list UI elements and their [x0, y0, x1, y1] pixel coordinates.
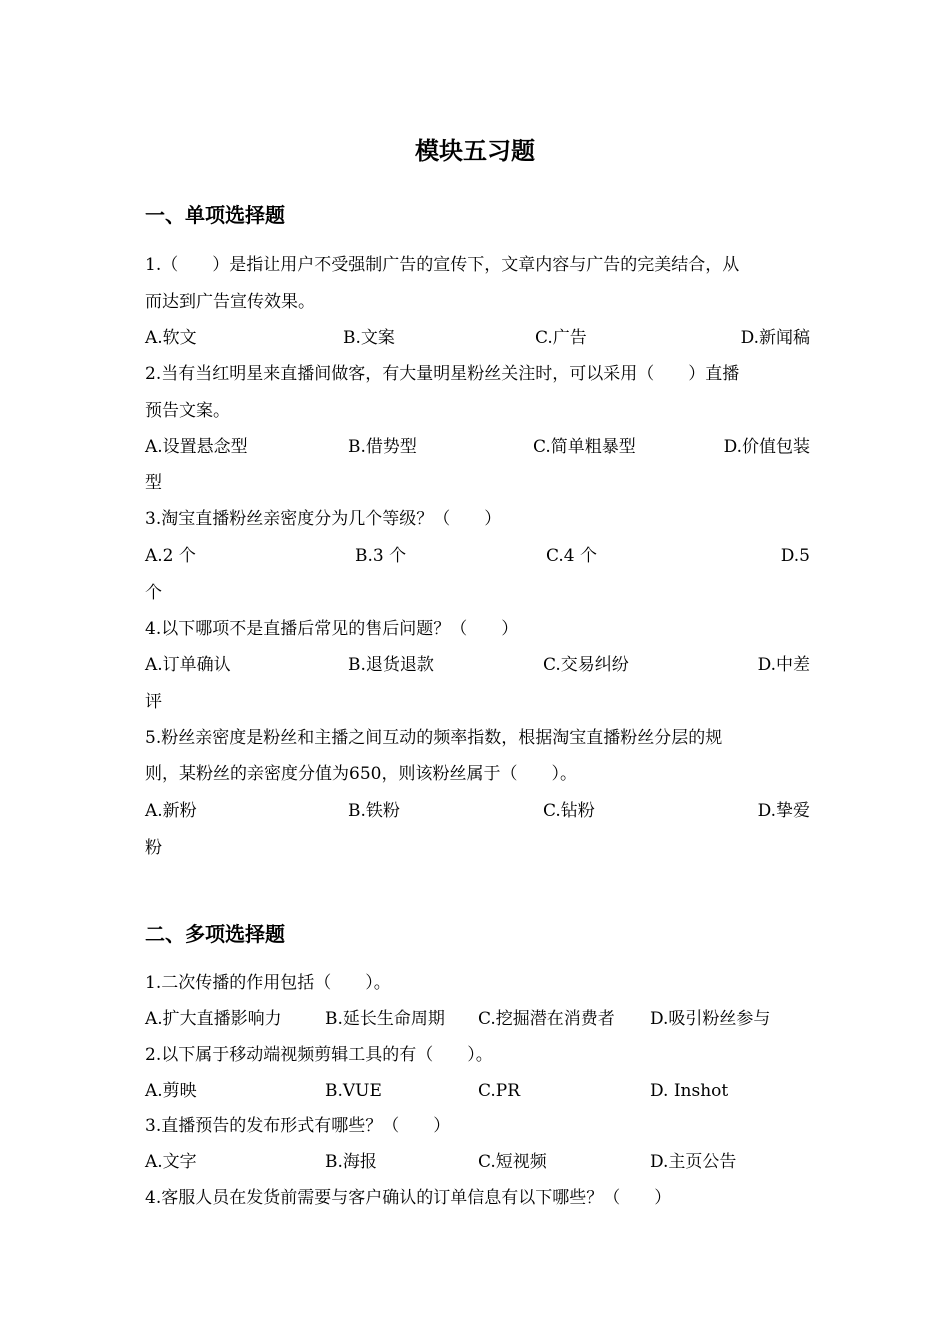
option-wrap-text: 型	[145, 473, 162, 493]
option-d: D.5	[780, 546, 810, 566]
option-b: B.铁粉	[348, 801, 400, 821]
question-text: 4.以下哪项不是直播后常见的售后问题？（ ）	[145, 619, 519, 639]
option-d: D.中差	[757, 655, 810, 675]
question-text: 5.粉丝亲密度是粉丝和主播之间互动的频率指数，根据淘宝直播粉丝分层的规	[145, 728, 723, 748]
option-d: D.新闻稿	[740, 328, 810, 348]
option-d: D. Inshot	[650, 1081, 729, 1101]
option-a: A.2 个	[145, 546, 196, 566]
option-row	[145, 1006, 810, 1032]
option-b: B.延长生命周期	[325, 1009, 445, 1029]
option-a: A.新粉	[145, 801, 197, 821]
option-d: D.挚爱	[757, 801, 810, 821]
question-text: 预告文案。	[145, 401, 230, 421]
option-a: A.订单确认	[145, 655, 231, 675]
option-row	[145, 652, 810, 678]
option-c: C.挖掘潜在消费者	[478, 1009, 615, 1029]
question-text: 则，某粉丝的亲密度分值为650，则该粉丝属于（ ）。	[145, 764, 577, 784]
option-wrap-text: 个	[145, 583, 162, 603]
option-c: C.4 个	[546, 546, 598, 566]
option-b: B.VUE	[325, 1081, 382, 1101]
section-heading-multiple-choice: 二、多项选择题	[145, 922, 285, 946]
option-b: B.3 个	[355, 546, 407, 566]
option-b: B.借势型	[348, 437, 417, 457]
option-d: D.主页公告	[650, 1152, 737, 1172]
question-text: 1.二次传播的作用包括（ ）。	[145, 973, 391, 993]
option-row	[145, 1149, 810, 1175]
question-text: 3.直播预告的发布形式有哪些？（ ）	[145, 1116, 451, 1136]
option-a: A.设置悬念型	[145, 437, 248, 457]
option-row	[145, 1078, 810, 1104]
page-title: 模块五习题	[415, 137, 535, 165]
option-a: A.文字	[145, 1152, 197, 1172]
option-c: C.简单粗暴型	[533, 437, 636, 457]
option-a: A.软文	[145, 328, 197, 348]
option-wrap-text: 评	[145, 692, 162, 712]
option-row	[145, 325, 810, 351]
question-text: 而达到广告宣传效果。	[145, 292, 315, 312]
option-c: C.钻粉	[543, 801, 595, 821]
section-heading-single-choice: 一、单项选择题	[145, 203, 285, 227]
option-b: B.海报	[325, 1152, 377, 1172]
option-row	[145, 434, 810, 460]
option-c: C.短视频	[478, 1152, 547, 1172]
option-row	[145, 543, 810, 569]
option-a: A.扩大直播影响力	[145, 1009, 282, 1029]
option-row	[145, 798, 810, 824]
option-d: D.吸引粉丝参与	[650, 1009, 771, 1029]
question-text: 4.客服人员在发货前需要与客户确认的订单信息有以下哪些？（ ）	[145, 1188, 672, 1208]
question-text: 3.淘宝直播粉丝亲密度分为几个等级？（ ）	[145, 509, 502, 529]
question-text: 2.当有当红明星来直播间做客，有大量明星粉丝关注时，可以采用（ ）直播	[145, 364, 740, 384]
option-a: A.剪映	[145, 1081, 197, 1101]
option-b: B.文案	[343, 328, 395, 348]
question-text: 1.（ ）是指让用户不受强制广告的宣传下，文章内容与广告的完美结合，从	[145, 255, 740, 275]
option-d: D.价值包装	[723, 437, 810, 457]
option-c: C.PR	[478, 1081, 521, 1101]
option-b: B.退货退款	[348, 655, 434, 675]
option-wrap-text: 粉	[145, 838, 162, 858]
question-text: 2.以下属于移动端视频剪辑工具的有（ ）。	[145, 1045, 493, 1065]
option-c: C.交易纠纷	[543, 655, 629, 675]
option-c: C.广告	[535, 328, 587, 348]
